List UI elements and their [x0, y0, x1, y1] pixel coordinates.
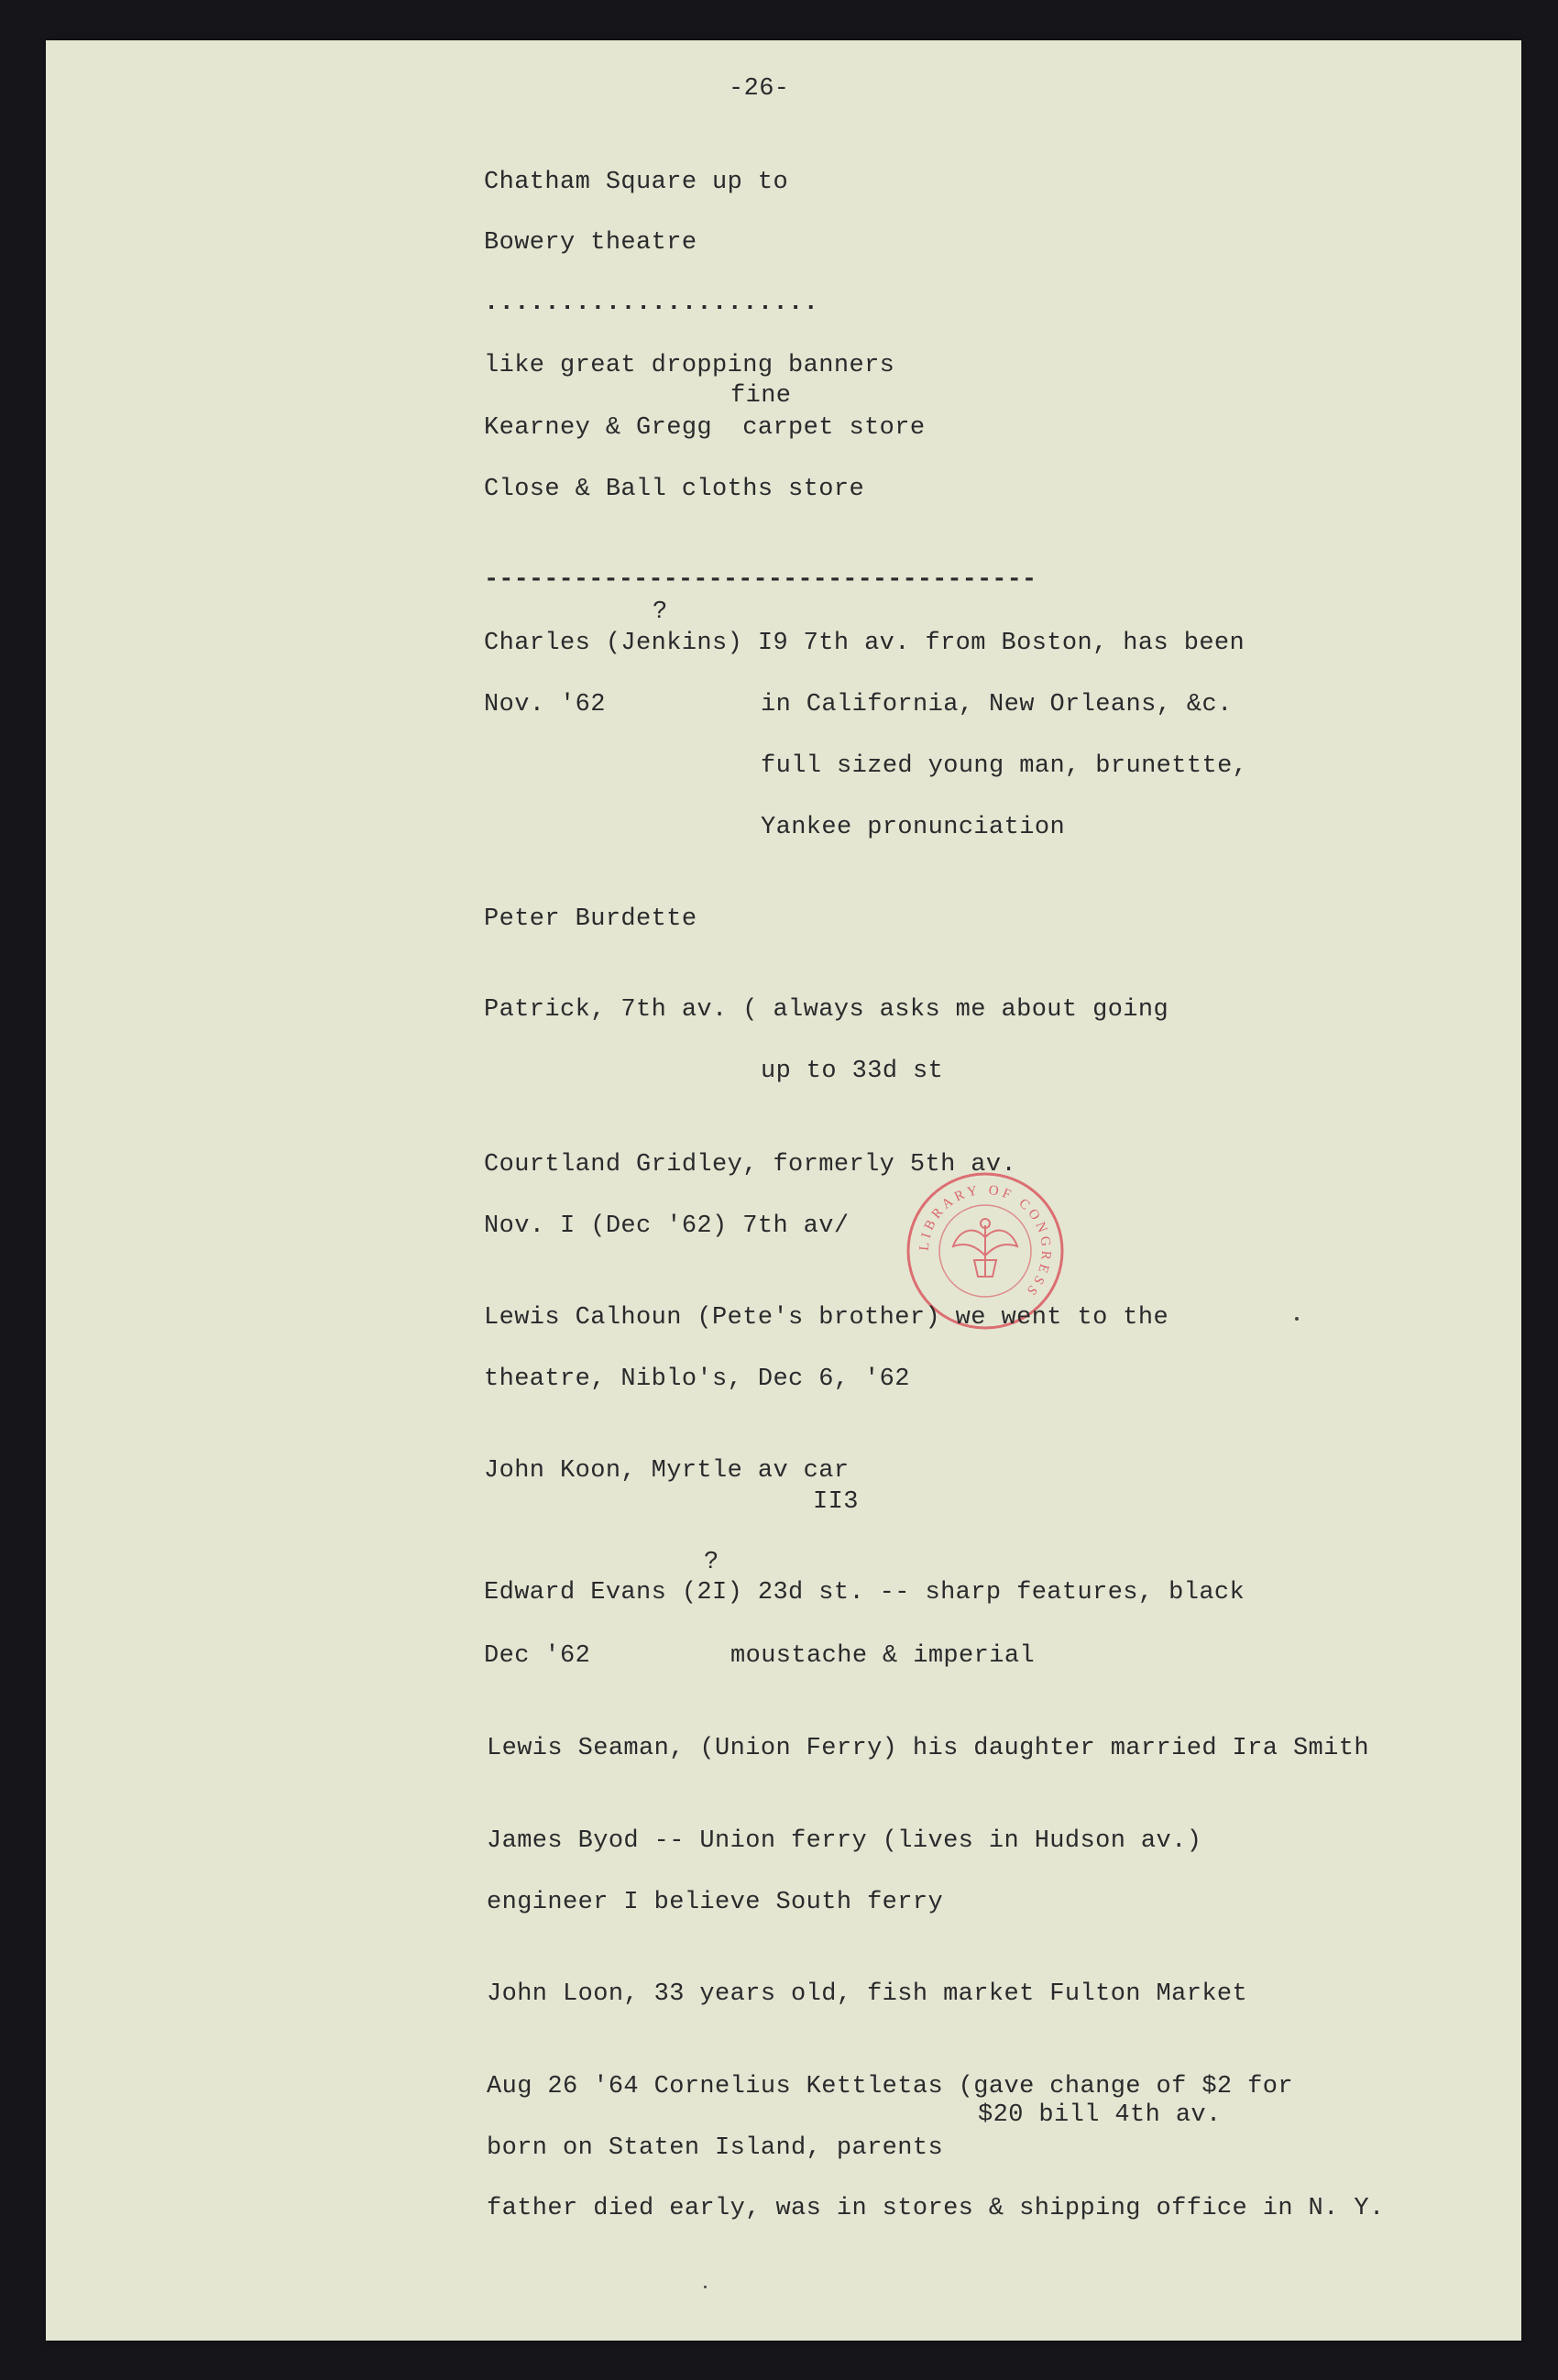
query-mark: ?: [653, 598, 668, 626]
text-line: Charles (Jenkins) I9 7th av. from Boston, has been: [484, 630, 1245, 657]
text-line: Close & Ball cloths store: [484, 476, 865, 503]
text-line: Chatham Square up to: [484, 169, 789, 196]
text-line: like great dropping banners: [484, 352, 895, 379]
text-line: Patrick, 7th av. ( always asks me about going: [484, 996, 1169, 1024]
text-line: theatre, Niblo's, Dec 6, '62: [484, 1365, 910, 1393]
text-line: engineer I believe South ferry: [487, 1889, 944, 1916]
text-line: John Loon, 33 years old, fish market Fulton Market: [487, 1980, 1248, 2008]
text-line: James Byod -- Union ferry (lives in Hudson av.): [487, 1827, 1202, 1855]
text-line: Kearney & Gregg carpet store: [484, 414, 926, 442]
text-line: Nov. I (Dec '62) 7th av/: [484, 1212, 850, 1240]
query-mark: ?: [704, 1549, 719, 1576]
dotted-separator: ......................: [484, 290, 819, 317]
interlinear-insertion: fine: [730, 382, 792, 410]
text-line: moustache & imperial: [730, 1642, 1036, 1670]
ink-speck: [1295, 1317, 1299, 1321]
text-line: Yankee pronunciation: [761, 814, 1066, 841]
text-line: Edward Evans (2I) 23d st. -- sharp features, black: [484, 1579, 1245, 1607]
dashed-separator: -------------------------------------: [484, 566, 1037, 594]
text-line: up to 33d st: [761, 1058, 944, 1085]
interlinear-insertion: $20 bill 4th av.: [978, 2101, 1222, 2129]
text-line: Bowery theatre: [484, 229, 697, 257]
text-line: full sized young man, brunettte,: [761, 752, 1248, 780]
text-line: in California, New Orleans, &c.: [761, 691, 1233, 718]
text-line: born on Staten Island, parents: [487, 2134, 944, 2162]
text-line: Lewis Seaman, (Union Ferry) his daughter married Ira Smith: [487, 1735, 1369, 1762]
ink-speck: [704, 2286, 707, 2288]
date-note: Dec '62: [484, 1642, 591, 1670]
text-line: Courtland Gridley, formerly 5th av.: [484, 1151, 1017, 1179]
text-line: Aug 26 '64 Cornelius Kettletas (gave change of $2 for: [487, 2073, 1293, 2100]
text-line: Lewis Calhoun (Pete's brother) we went to the: [484, 1304, 1169, 1332]
text-line: father died early, was in stores & shipping office in N. Y.: [487, 2195, 1385, 2222]
page-number: -26-: [729, 75, 790, 103]
text-line: Peter Burdette: [484, 905, 697, 933]
date-note: Nov. '62: [484, 691, 606, 718]
stamp-text: LIBRARY OF CONGRESS: [916, 1182, 1054, 1300]
text-line: John Koon, Myrtle av car: [484, 1457, 850, 1485]
interlinear-insertion: II3: [813, 1488, 859, 1516]
